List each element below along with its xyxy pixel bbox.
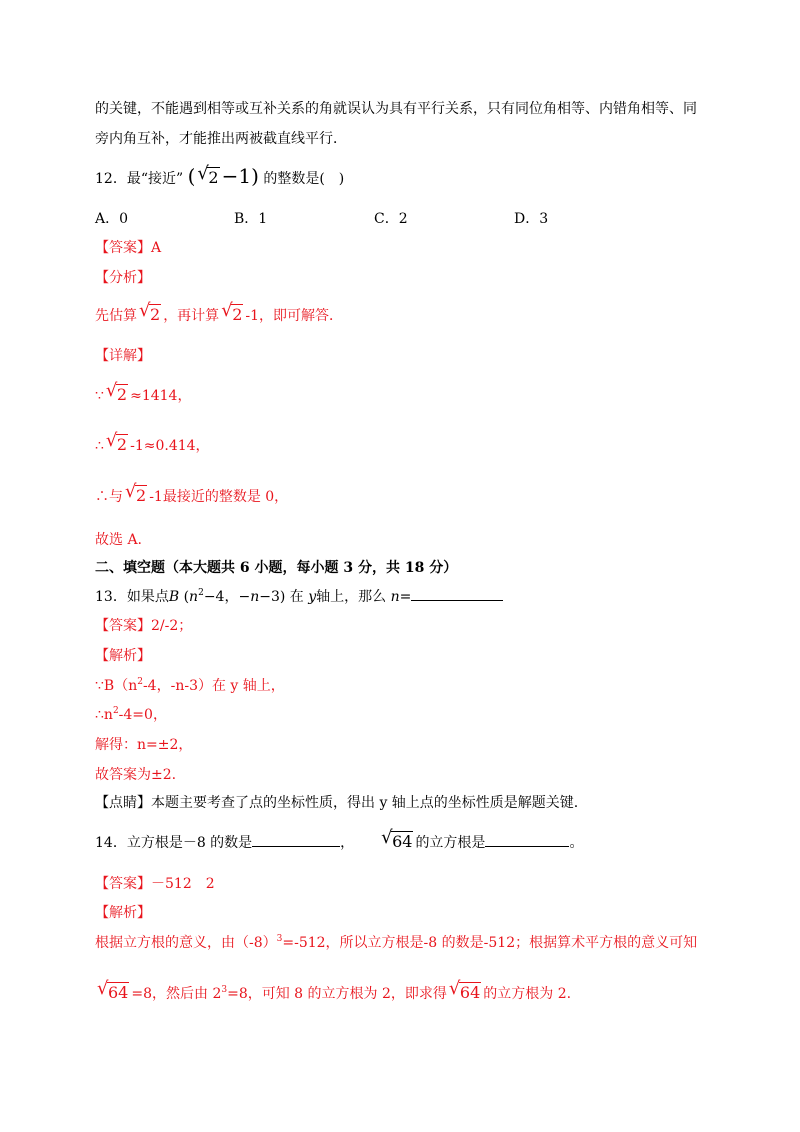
q14-solution-title: 【解析】 (95, 905, 151, 921)
q13-answer: 【答案】2/-2； (95, 618, 193, 634)
q12-analysis-title: 【分析】 (95, 270, 151, 286)
q12-suffix: 的整数是( ) (263, 171, 345, 187)
q13-answer-blank (411, 586, 503, 601)
q13-comment: 【点睛】本题主要考查了点的坐标性质，得出 y 轴上点的坐标性质是解题关键. (95, 795, 579, 811)
q14-solution-line-1: 根据立方根的意义，由$(-8)^3=-512$，所以立方根是-8 的数是-512；根据算术平方根的意义可知 (95, 934, 698, 951)
q12-conclusion: 故选 A. (95, 532, 143, 548)
q12-prefix: 12．最“接近” (95, 171, 184, 187)
q12-step-1: ∵ √ 2 ≈1414， (95, 380, 192, 404)
q12-answer: 【答案】A (95, 240, 162, 256)
option-a: A．0 (95, 211, 129, 227)
q13-step-1: $\because B(n^2-4$，-n-3）在 y 轴上， (95, 677, 285, 694)
q13-step-3: 解得：n=±2， (95, 737, 193, 753)
q13-step-2: $\therefore n^2-4=0$， (95, 706, 167, 723)
question-14: 14．立方根是－8 的数是 ， √ 64 的立方根是 。 (95, 827, 584, 851)
option-d: D．3 (514, 211, 549, 227)
option-c: C．2 (374, 211, 408, 227)
q14-solution-line-2: √ 64 =8，然后由 $2^3=8$，可知 8 的立方根为 2，即求得 √ 64 的立方根为 2. (97, 978, 572, 1002)
q12-step-3: ∴与 √ 2 -1最接近的整数是 0， (95, 481, 289, 505)
section-title: 二、填空题（本大题共 6 小题，每小题 3 分，共 18 分） (95, 560, 458, 576)
question-12 (95, 163, 345, 189)
q14-blank-1 (252, 832, 340, 847)
q12-analysis: 先估算 √ 2 ，再计算 √ 2 -1，即可解答． (95, 300, 344, 324)
intro-line-1: 的关键，不能遇到相等或互补关系的角就误认为具有平行关系，只有同位角相等、内错角相等、同 (95, 101, 697, 117)
question-13: 13．如果点B ($n^2-4$，−n−3) 在 y轴上，那么 n= (95, 586, 503, 607)
intro-line-2: 旁内角互补，才能推出两被截直线平行． (95, 131, 347, 147)
q12-expression: ( √ 2 −1) (187, 163, 259, 188)
q14-blank-2 (485, 832, 569, 847)
q13-step-4: 故答案为±2. (95, 767, 177, 783)
q13-solution-title: 【解析】 (95, 648, 151, 664)
q12-detail-title: 【详解】 (95, 348, 151, 364)
q12-step-2: ∴ √ 2 -1≈0.414， (95, 430, 210, 454)
q12-options (95, 209, 715, 229)
option-b: B．1 (234, 211, 268, 227)
q14-answer: 【答案】－512 2 (95, 876, 215, 892)
